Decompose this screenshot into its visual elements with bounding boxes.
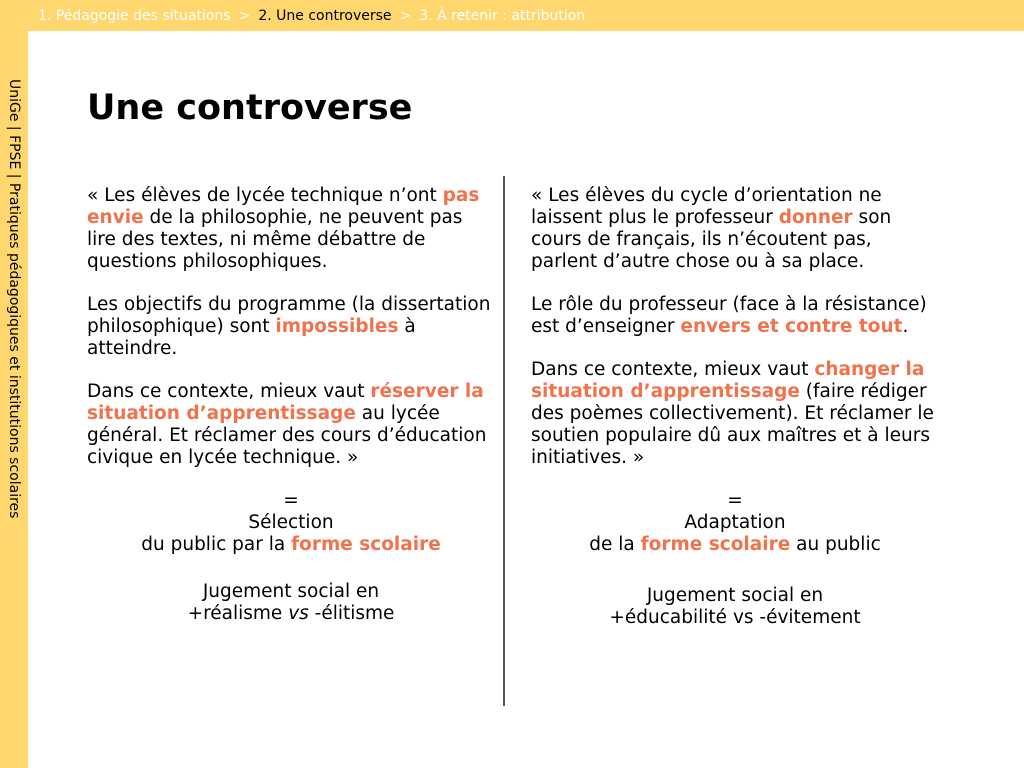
right-conclusion-line-1: Adaptation [684, 512, 786, 533]
right-conclusion-line-2 [531, 534, 939, 556]
text: Les objectifs du programme (la dissertation philosophique) sont [87, 294, 491, 337]
breadcrumb-separator: > [399, 7, 412, 24]
text: de la philosophie, ne peuvent pas lire des textes, ni même débattre de questions philosophiques. [87, 207, 463, 272]
page-title: Une controverse [87, 88, 413, 128]
breadcrumb-item-pedagogie[interactable]: 1. Pédagogie des situations [38, 7, 231, 24]
left-conclusion [87, 490, 495, 556]
text: à atteindre. [87, 316, 416, 359]
text: (faire rédiger des poèmes collectivement). Et réclamer le soutien populaire dû aux maîtres et à leurs initiatives. » [531, 381, 934, 468]
highlight: impossibles [275, 316, 399, 337]
text: Dans ce contexte, mieux vaut [531, 359, 815, 380]
text: Le rôle du professeur (face à la résistance) est d’enseigner [531, 294, 927, 337]
highlight: pas envie [87, 185, 480, 228]
left-conclusion-line-2 [87, 534, 495, 556]
left-paragraph-2 [87, 294, 495, 360]
breadcrumb-item-a-retenir[interactable]: 3. À retenir : attribution [419, 7, 586, 24]
emphasis: vs [288, 603, 309, 624]
right-judgment-line-1: Jugement social en [646, 585, 824, 606]
breadcrumb-separator: > [238, 7, 251, 24]
left-paragraph-1 [87, 185, 495, 273]
text: au lycée général. Et réclamer des cours d’éducation civique en lycée technique. » [87, 403, 487, 468]
right-judgment [531, 585, 939, 629]
left-judgment-line-2 [87, 603, 495, 625]
right-paragraph-1 [531, 185, 939, 273]
text: du public par la [141, 534, 292, 555]
right-column [531, 185, 939, 629]
text: « Les élèves de lycée technique n’ont [87, 185, 443, 206]
text: -élitisme [308, 603, 395, 624]
column-divider [503, 176, 505, 706]
highlight: forme scolaire [291, 534, 441, 555]
text: Dans ce contexte, mieux vaut [87, 381, 371, 402]
text: de la [589, 534, 641, 555]
left-judgment-line-1: Jugement social en [202, 581, 380, 602]
highlight: envers et contre tout [680, 316, 903, 337]
right-paragraph-3 [531, 359, 939, 469]
text: . [902, 316, 909, 337]
highlight: forme scolaire [640, 534, 791, 555]
left-paragraph-3 [87, 381, 495, 469]
text: « Les élèves du cycle d’orientation ne laissent plus le professeur [531, 185, 882, 228]
breadcrumb [0, 0, 1024, 31]
text: son cours de français, ils n’écoutent pas, parlent d’autre chose ou à sa place. [531, 207, 892, 272]
left-conclusion-line-1: Sélection [248, 512, 334, 533]
right-conclusion [531, 490, 939, 556]
equals-sign: = [727, 490, 743, 511]
highlight: changer la situation d’apprentissage [531, 359, 925, 402]
sidebar-label: UniGe | FPSE | Pratiques pédagogiques et institutions scolaires [6, 79, 22, 519]
right-judgment-line-2: +éducabilité vs -évitement [609, 607, 861, 628]
breadcrumb-item-controverse[interactable]: 2. Une controverse [258, 7, 392, 24]
left-column [87, 185, 495, 625]
right-paragraph-2 [531, 294, 939, 338]
left-judgment [87, 581, 495, 625]
highlight: réserver la situation d’apprentissage [87, 381, 484, 424]
sidebar [0, 31, 28, 768]
text: +réalisme [187, 603, 289, 624]
text: au public [790, 534, 881, 555]
highlight: donner [778, 207, 853, 228]
equals-sign: = [283, 490, 299, 511]
